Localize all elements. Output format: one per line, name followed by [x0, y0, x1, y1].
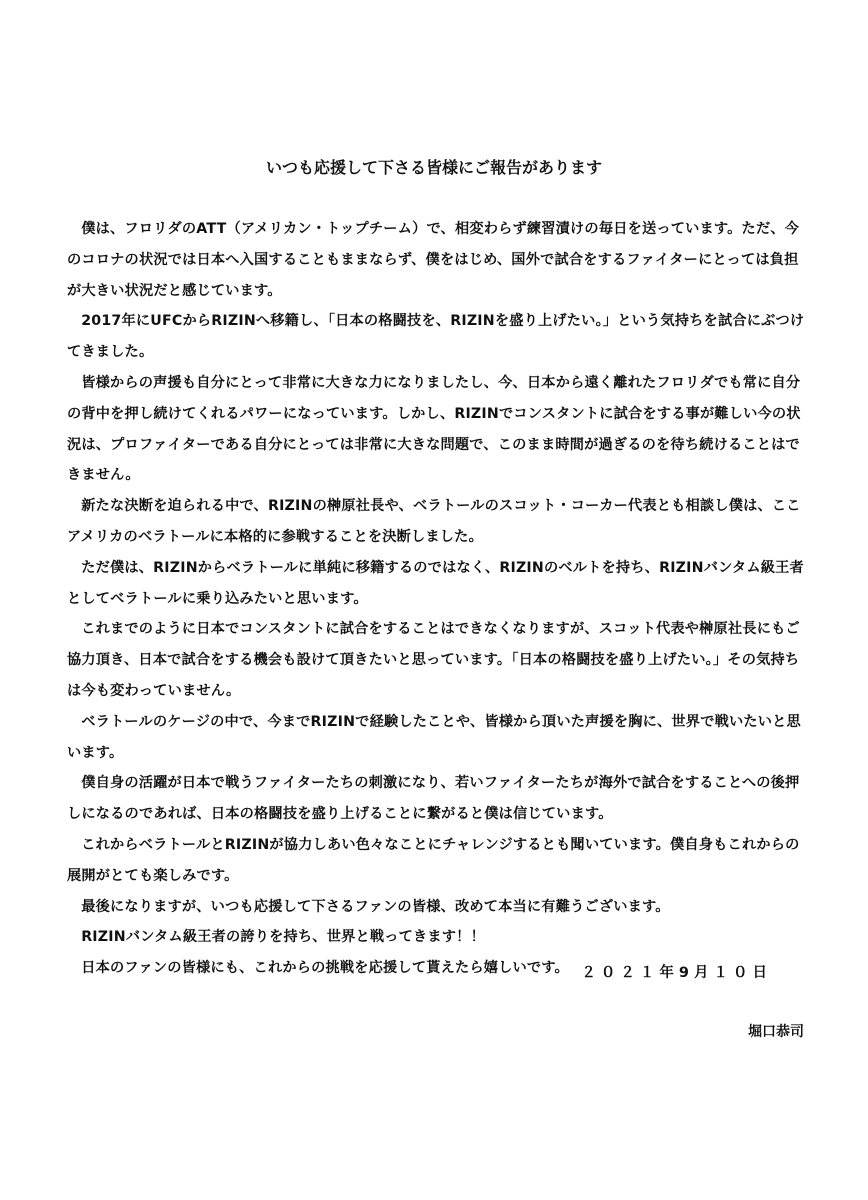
paragraph-5: ただ僕は、RIZINからベラトールに単純に移籍するのではなく、RIZINのベルトを持ち、RIZINバンタム級王者としてベラトールに乗り込みたいと思います。: [67, 559, 804, 607]
paragraph-6: これまでのように日本でコンスタントに試合をすることはできなくなりますが、スコット代表や榊原社長にもご協力頂き、日本で試合をする機会も設けて頂きたいと思っています。「日本の格闘技を盛り上げたい。」その気持ちは今も変わっていません。: [67, 621, 800, 699]
paragraph-3: 皆様からの声援も自分にとって非常に大きな力になりましたし、今、日本から遠く離れたフロリダでも常に自分の背中を押し続けてくれるパワーになっています。しかし、RIZINでコンスタントに試合をする事が難しい今の状況は、プロファイターである自分にとっては非常に大きな問題で、このまま時間が過ぎるのを待ち続けることはできません。: [67, 374, 801, 484]
letter-body: [67, 214, 807, 984]
paragraph-8: 僕自身の活躍が日本で戦うファイターたちの刺激になり、若いファイターたちが海外で試合をすることへの後押しになるのであれば、日本の格闘技を盛り上げることに繋がると僕は信じています。: [67, 775, 800, 823]
paragraph-10: 最後になりますが、いつも応援して下さるファンの皆様、改めて本当に有難うございます。: [81, 898, 670, 915]
paragraph-12: 日本のファンの皆様にも、これからの挑戦を応援して貰えたら嬉しいです。: [81, 960, 569, 977]
paragraph-11: RIZINバンタム級王者の誇りを持ち、世界と戦ってきます！！: [81, 929, 485, 946]
signature-name: 堀口恭司: [748, 1024, 804, 1040]
paragraph-7: ベラトールのケージの中で、今までRIZINで経験したことや、皆様から頂いた声援を胸に、世界で戦いたいと思います。: [67, 713, 801, 761]
letter-date: ２０２１年9月１０日: [581, 965, 772, 981]
paragraph-1: 僕は、フロリダのATT（アメリカン・トップチーム）で、相変わらず練習漬けの毎日を送っています。ただ、今のコロナの状況では日本へ入国することもままならず、僕をはじめ、国外で試合をするファイターにとっては負担が大きい状況だと感じています。: [67, 221, 800, 299]
paragraph-9: これからベラトールとRIZINが協力しあい色々なことにチャレンジするとも聞いています。僕自身もこれからの展開がとても楽しみです。: [67, 836, 800, 884]
paragraph-2: 2017年にUFCからRIZINへ移籍し、「日本の格闘技を、RIZINを盛り上げたい。」という気持ちを試合にぶつけてきました。: [67, 313, 805, 361]
paragraph-4: 新たな決断を迫られる中で、RIZINの榊原社長や、ベラトールのスコット・コーカー代表とも相談し僕は、ここアメリカのベラトールに本格的に参戦することを決断しました。: [67, 498, 801, 545]
document-title: いつも応援して下さる皆様にご報告があります: [265, 158, 602, 177]
